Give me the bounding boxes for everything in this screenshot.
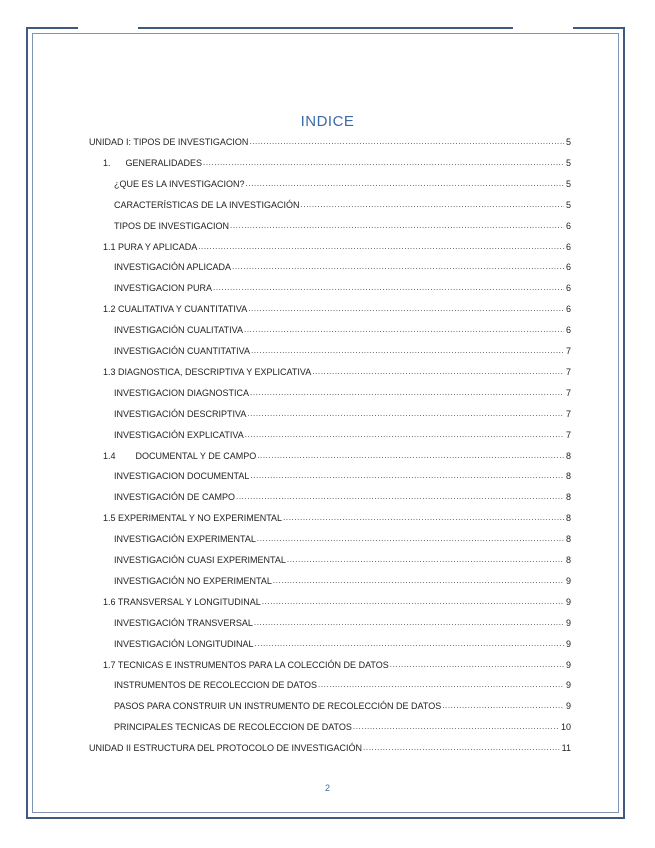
toc-entry-text: INVESTIGACION DOCUMENTAL — [114, 471, 250, 482]
toc-entry[interactable] — [114, 468, 571, 482]
toc-entry-text: 1.3 DIAGNOSTICA, DESCRIPTIVA Y EXPLICATIVA — [103, 366, 312, 377]
toc-entry[interactable] — [103, 155, 571, 169]
toc-entry-page: 5 — [565, 137, 571, 147]
toc-entry[interactable] — [103, 301, 571, 315]
toc-entry[interactable] — [114, 573, 571, 587]
toc-entry-page: 9 — [565, 659, 571, 670]
toc-entry-text: INVESTIGACIÓN NO EXPERIMENTAL — [114, 575, 272, 586]
toc-entry-page: 8 — [565, 492, 571, 503]
toc-entry-page: 8 — [565, 513, 571, 524]
toc-leader-dots — [353, 721, 559, 733]
toc-leader-dots — [203, 157, 564, 169]
toc-leader-dots — [232, 261, 564, 273]
toc-entry[interactable] — [114, 636, 571, 650]
toc-entry-text: 1. GENERALIDADES — [103, 157, 203, 168]
toc-entry-text: 1.7 TECNICAS E INSTRUMENTOS PARA LA COLECCIÓN DE DATOS — [103, 659, 389, 670]
toc-leader-dots — [250, 470, 564, 482]
toc-entry-page: 9 — [565, 596, 571, 607]
toc-leader-dots — [301, 199, 564, 211]
toc-entry[interactable] — [114, 677, 571, 691]
toc-entry-text: 1.1 PURA Y APLICADA — [103, 241, 198, 252]
toc-entry-page: 9 — [565, 575, 571, 586]
toc-leader-dots — [318, 679, 564, 691]
border-gap — [78, 26, 138, 30]
toc-entry-text: PASOS PARA CONSTRUIR UN INSTRUMENTO DE RECOLECCIÓN DE DATOS — [114, 701, 442, 712]
toc-leader-dots — [230, 220, 564, 232]
toc-entry[interactable] — [114, 343, 571, 357]
toc-entry-text: INVESTIGACION PURA — [114, 283, 213, 294]
toc-entry-page: 7 — [565, 366, 571, 377]
toc-entry[interactable] — [114, 615, 571, 629]
toc-entry[interactable] — [89, 134, 571, 148]
toc-leader-dots — [254, 617, 564, 629]
toc-entry[interactable] — [103, 239, 571, 253]
toc-leader-dots — [255, 638, 564, 650]
toc-entry-text: 1.2 CUALITATIVA Y CUANTITATIVA — [103, 304, 248, 315]
toc-entry-text: UNIDAD I: TIPOS DE INVESTIGACION — [89, 137, 249, 147]
toc-entry[interactable] — [103, 510, 571, 524]
toc-entry-page: 6 — [565, 262, 571, 273]
page-number: 2 — [324, 783, 330, 793]
toc-entry-page: 8 — [565, 534, 571, 545]
toc-leader-dots — [250, 387, 564, 399]
toc-leader-dots — [287, 554, 564, 566]
toc-entry-page: 8 — [565, 450, 571, 461]
toc-entry-text: ¿QUE ES LA INVESTIGACION? — [114, 178, 245, 189]
toc-entry[interactable] — [103, 657, 571, 671]
toc-entry[interactable] — [114, 385, 571, 399]
toc-entry[interactable] — [114, 280, 571, 294]
toc-leader-dots — [257, 533, 564, 545]
toc-entry[interactable] — [114, 719, 571, 733]
toc-leader-dots — [249, 136, 564, 148]
toc-leader-dots — [248, 303, 564, 315]
toc-entry-text: UNIDAD II ESTRUCTURA DEL PROTOCOLO DE INVESTIGACIÓN — [89, 743, 363, 754]
toc-entry[interactable] — [89, 740, 571, 754]
toc-leader-dots — [262, 596, 564, 608]
toc-entry[interactable] — [114, 552, 571, 566]
toc-entry[interactable] — [114, 531, 571, 545]
toc-leader-dots — [245, 429, 564, 441]
toc-entry[interactable] — [114, 259, 571, 273]
toc-leader-dots — [283, 512, 564, 524]
border-gap — [513, 26, 573, 30]
toc-entry-page: 5 — [565, 157, 571, 168]
toc-entry-text: PRINCIPALES TECNICAS DE RECOLECCION DE DATOS — [114, 722, 352, 733]
toc-entry-text: 1.6 TRANSVERSAL Y LONGITUDINAL — [103, 596, 261, 607]
toc-entry-text: INVESTIGACIÓN DE CAMPO — [114, 492, 236, 503]
toc-entry-page: 8 — [565, 471, 571, 482]
toc-entry[interactable] — [114, 698, 571, 712]
toc-entry-text: CARACTERÍSTICAS DE LA INVESTIGACIÓN — [114, 199, 300, 210]
toc-leader-dots — [246, 178, 564, 190]
toc-entry[interactable] — [103, 364, 571, 378]
toc-entry-page: 9 — [565, 701, 571, 712]
toc-entry-page: 10 — [560, 722, 571, 733]
toc-entry-text: INVESTIGACIÓN LONGITUDINAL — [114, 638, 254, 649]
toc-leader-dots — [236, 491, 564, 503]
toc-leader-dots — [390, 659, 564, 671]
toc-entry-text: 1.4 DOCUMENTAL Y DE CAMPO — [103, 450, 257, 461]
toc-entry-page: 6 — [565, 304, 571, 315]
toc-entry-page: 11 — [561, 743, 571, 754]
toc-entry[interactable] — [114, 406, 571, 420]
toc-entry[interactable] — [114, 322, 571, 336]
toc-entry-page: 6 — [565, 220, 571, 231]
toc-leader-dots — [257, 450, 564, 462]
toc-entry-page: 7 — [565, 346, 571, 356]
toc-entry-page: 6 — [565, 241, 571, 252]
toc-leader-dots — [247, 408, 564, 420]
toc-entry-page: 5 — [565, 199, 571, 210]
toc-entry[interactable] — [114, 489, 571, 503]
toc-entry-text: INVESTIGACIÓN DESCRIPTIVA — [114, 408, 247, 419]
toc-entry-page: 8 — [565, 555, 571, 565]
toc-entry-text: INVESTIGACIÓN CUANTITATIVA — [114, 346, 251, 356]
toc-leader-dots — [312, 366, 564, 378]
toc-entry-page: 5 — [565, 178, 571, 189]
toc-entry-page: 7 — [565, 387, 571, 398]
toc-entry-text: INSTRUMENTOS DE RECOLECCION DE DATOS — [114, 680, 318, 691]
toc-entry-page: 9 — [565, 638, 571, 649]
toc-entry-text: TIPOS DE INVESTIGACION — [114, 220, 230, 231]
toc-entry-text: INVESTIGACION DIAGNOSTICA — [114, 387, 250, 398]
toc-entry-page: 6 — [565, 283, 571, 294]
toc-entry[interactable] — [114, 176, 571, 190]
toc-entry-page: 7 — [565, 408, 571, 419]
toc-leader-dots — [442, 700, 564, 712]
toc-leader-dots — [273, 575, 564, 587]
toc-entry-text: INVESTIGACIÓN CUASI EXPERIMENTAL — [114, 555, 286, 565]
toc-entry-text: INVESTIGACIÓN CUALITATIVA — [114, 325, 244, 336]
toc-leader-dots — [251, 345, 564, 357]
toc-entry-page: 9 — [565, 617, 571, 628]
toc-leader-dots — [363, 742, 560, 754]
toc-leader-dots — [198, 241, 564, 253]
toc-entry-text: INVESTIGACIÓN TRANSVERSAL — [114, 617, 253, 628]
toc-entry[interactable] — [114, 427, 571, 441]
page-border-inner — [32, 33, 619, 813]
toc-entry-page: 7 — [565, 429, 571, 440]
toc-entry-page: 9 — [565, 680, 571, 691]
toc-entry[interactable] — [103, 594, 571, 608]
toc-entry[interactable] — [114, 197, 571, 211]
toc-leader-dots — [213, 282, 564, 294]
toc-entry-page: 6 — [565, 325, 571, 336]
toc-entry-text: INVESTIGACIÓN APLICADA — [114, 262, 232, 273]
toc-entry-text: INVESTIGACIÓN EXPLICATIVA — [114, 429, 244, 440]
toc-entry[interactable] — [114, 218, 571, 232]
toc-leader-dots — [244, 324, 564, 336]
toc-entry-text: INVESTIGACIÓN EXPERIMENTAL — [114, 534, 256, 545]
toc-entry[interactable] — [103, 448, 571, 462]
toc-title: INDICE — [300, 113, 355, 130]
toc-entry-text: 1.5 EXPERIMENTAL Y NO EXPERIMENTAL — [103, 513, 283, 524]
